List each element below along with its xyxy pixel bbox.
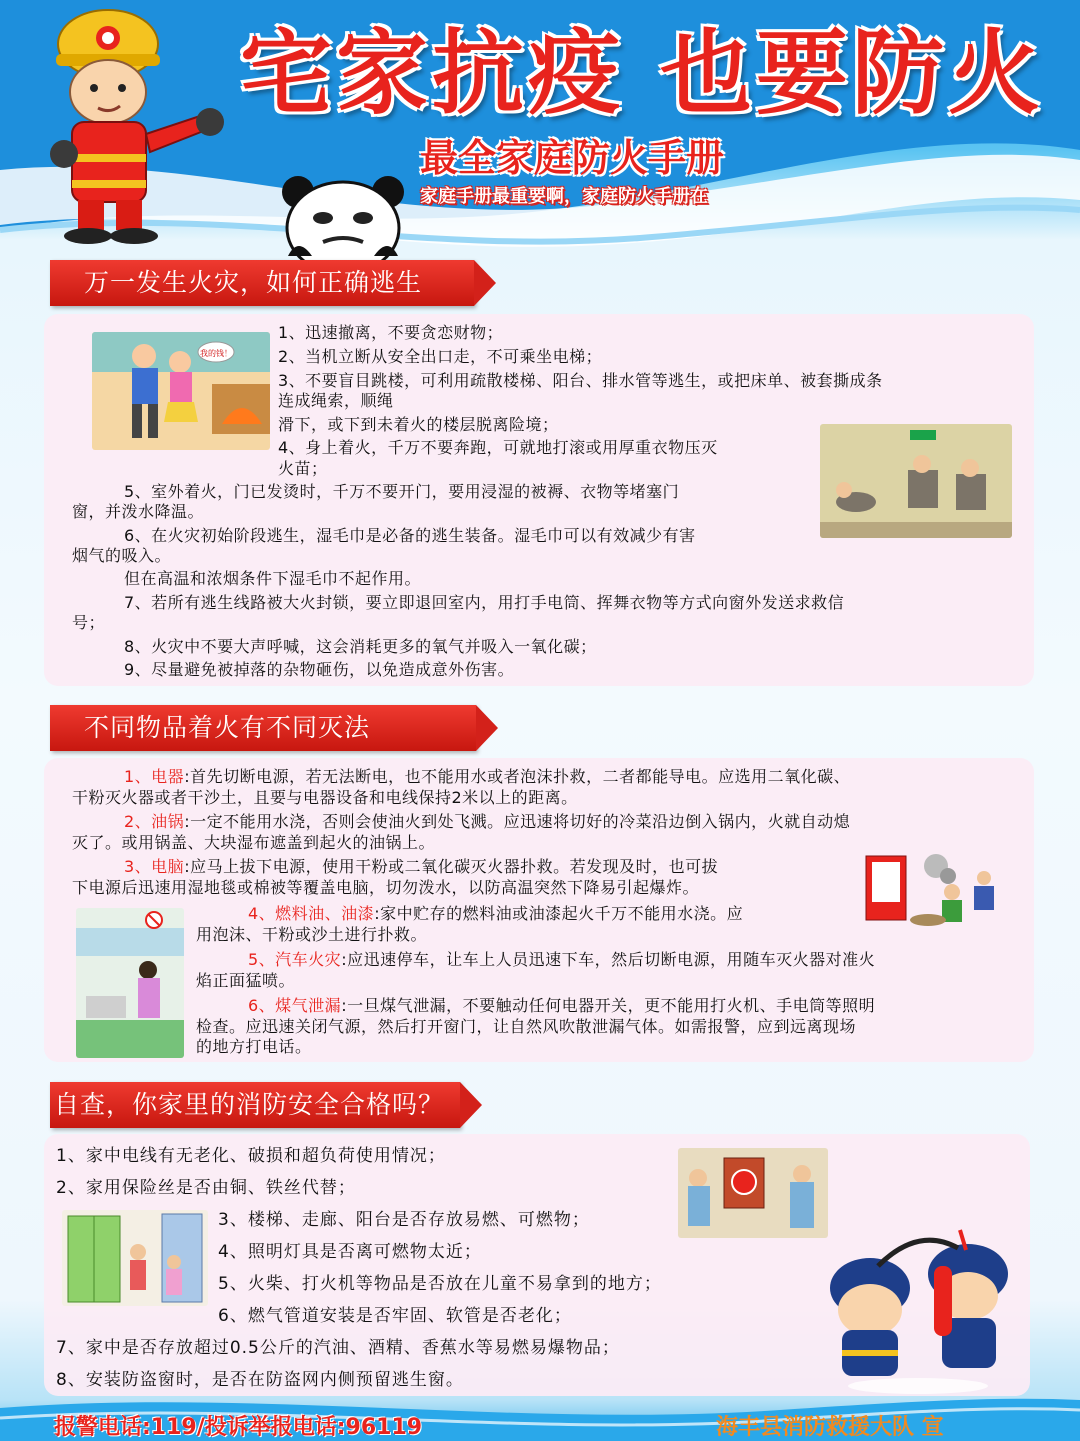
extinguish-item-6b: 检查。应迅速关闭气源，然后打开窗门，让自然风吹散泄漏气体。如需报警，应到远离现场	[196, 1017, 857, 1036]
section-extinguish-heading: 不同物品着火有不同灭法	[50, 705, 476, 751]
family-escape-illustration	[92, 332, 270, 450]
fire-inspection-illustration	[678, 1148, 828, 1238]
escape-line-7b: 号；	[72, 613, 106, 632]
firefighter-kids-illustration	[818, 1226, 1018, 1394]
extinguish-item-4b: 用泡沫、干粉或沙土进行扑救。	[196, 925, 428, 944]
selfcheck-line-6: 6、燃气管道安装是否牢固、软管是否老化；	[218, 1306, 572, 1326]
footer-hotline: 报警电话:119/投诉举报电话:96119	[54, 1415, 423, 1440]
escape-line-3c: 滑下，或下到未着火的楼层脱离险境；	[278, 415, 559, 434]
escape-line-4b: 火苗；	[278, 459, 328, 478]
escape-line-6: 6、在火灾初始阶段逃生，湿毛巾是必备的逃生装备。湿毛巾可以有效减少有害	[124, 526, 696, 545]
extinguish-item-1: 1、电器:首先切断电源，若无法断电，也不能用水或者泡沫扑救，二者都能导电。应选用二氧化碳、	[124, 767, 851, 786]
selfcheck-line-8: 8、安装防盗窗时，是否在防盗网内侧预留逃生窗。	[56, 1370, 464, 1390]
escape-line-1: 1、迅速撤离，不要贪恋财物；	[278, 323, 504, 342]
kitchen-gas-illustration	[76, 908, 184, 1058]
crawl-escape-smoke-illustration	[820, 424, 1012, 538]
escape-line-8: 8、火灾中不要大声呼喊，这会消耗更多的氧气并吸入一氧化碳；	[124, 637, 597, 656]
selfcheck-line-7: 7、家中是否存放超过0.5公斤的汽油、酒精、香蕉水等易燃易爆物品；	[56, 1338, 620, 1358]
extinguish-item-6: 6、煤气泄漏:一旦煤气泄漏，不要触动任何电器开关，更不能用打火机、手电筒等照明	[248, 996, 876, 1015]
escape-line-5b: 窗，并泼水降温。	[72, 502, 205, 521]
selfcheck-line-3: 3、楼梯、走廊、阳台是否存放易燃、可燃物；	[218, 1210, 590, 1230]
poster-subtitle: 最全家庭防火手册	[420, 136, 725, 180]
extinguish-item-1b: 干粉灭火器或者干沙土，且要与电器设备和电线保持2米以上的距离。	[72, 788, 578, 807]
poster-title: 宅家抗疫 也要防火	[240, 20, 1045, 127]
section-escape-heading: 万一发生火灾，如何正确逃生	[50, 260, 474, 306]
selfcheck-line-4: 4、照明灯具是否离可燃物太近；	[218, 1242, 482, 1262]
selfcheck-line-1: 1、家中电线有无老化、破损和超负荷使用情况；	[56, 1146, 446, 1166]
fire-cabinet-illustration	[856, 848, 1006, 930]
section-selfcheck-heading: 自查，你家里的消防安全合格吗？	[50, 1082, 460, 1128]
extinguish-item-5b: 焰正面猛喷。	[196, 971, 296, 990]
panda-meme-icon	[278, 170, 408, 262]
money-speech-bubble: 我的钱！	[200, 349, 232, 358]
poster-tagline: 家庭手册最重要啊，家庭防火手册在	[420, 186, 708, 207]
firefighter-mascot-illustration	[38, 4, 238, 244]
extinguish-item-5: 5、汽车火灾:应迅速停车，让车上人员迅速下车，然后切断电源，用随车灭火器对准火	[248, 950, 876, 969]
escape-line-3b: 连成绳索，顺绳	[278, 391, 394, 410]
extinguish-item-2b: 灭了。或用锅盖、大块湿布遮盖到起火的油锅上。	[72, 833, 436, 852]
selfcheck-line-5: 5、火柴、打火机等物品是否放在儿童不易拿到的地方；	[218, 1274, 662, 1294]
escape-line-3: 3、不要盲目跳楼，可利用疏散楼梯、阳台、排水管等逃生，或把床单、被套撕成条	[278, 371, 883, 390]
escape-line-6c: 但在高温和浓烟条件下湿毛巾不起作用。	[124, 569, 422, 588]
extinguish-item-3b: 下电源后迅速用湿地毯或棉被等覆盖电脑，切勿泼水，以防高温突然下降易引起爆炸。	[72, 878, 700, 897]
home-wardrobe-illustration	[62, 1210, 208, 1306]
escape-line-6b: 烟气的吸入。	[72, 546, 172, 565]
footer-organization: 海丰县消防救援大队 宣	[716, 1415, 944, 1440]
extinguish-item-4: 4、燃料油、油漆:家中贮存的燃料油或油漆起火千万不能用水浇。应	[248, 904, 744, 923]
escape-line-2: 2、当机立断从安全出口走，不可乘坐电梯；	[278, 347, 603, 366]
extinguish-item-6c: 的地方打电话。	[196, 1037, 312, 1056]
selfcheck-line-2: 2、家用保险丝是否由铜、铁丝代替；	[56, 1178, 356, 1198]
extinguish-item-2: 2、油锅:一定不能用水浇，否则会使油火到处飞溅。应迅速将切好的冷菜沿边倒入锅内，火就自动熄	[124, 812, 851, 831]
extinguish-item-3: 3、电脑:应马上拔下电源，使用干粉或二氧化碳灭火器扑救。若发现及时，也可拔	[124, 857, 719, 876]
escape-line-9: 9、尽量避免被掉落的杂物砸伤，以免造成意外伤害。	[124, 660, 515, 679]
escape-line-4: 4、身上着火，千万不要奔跑，可就地打滚或用厚重衣物压灭	[278, 438, 718, 457]
escape-line-7: 7、若所有逃生线路被大火封锁，要立即退回室内，用打手电筒、挥舞衣物等方式向窗外发送求救信	[124, 593, 845, 612]
escape-line-5: 5、室外着火，门已发烫时，千万不要开门，要用浸湿的被褥、衣物等堵塞门	[124, 482, 680, 501]
